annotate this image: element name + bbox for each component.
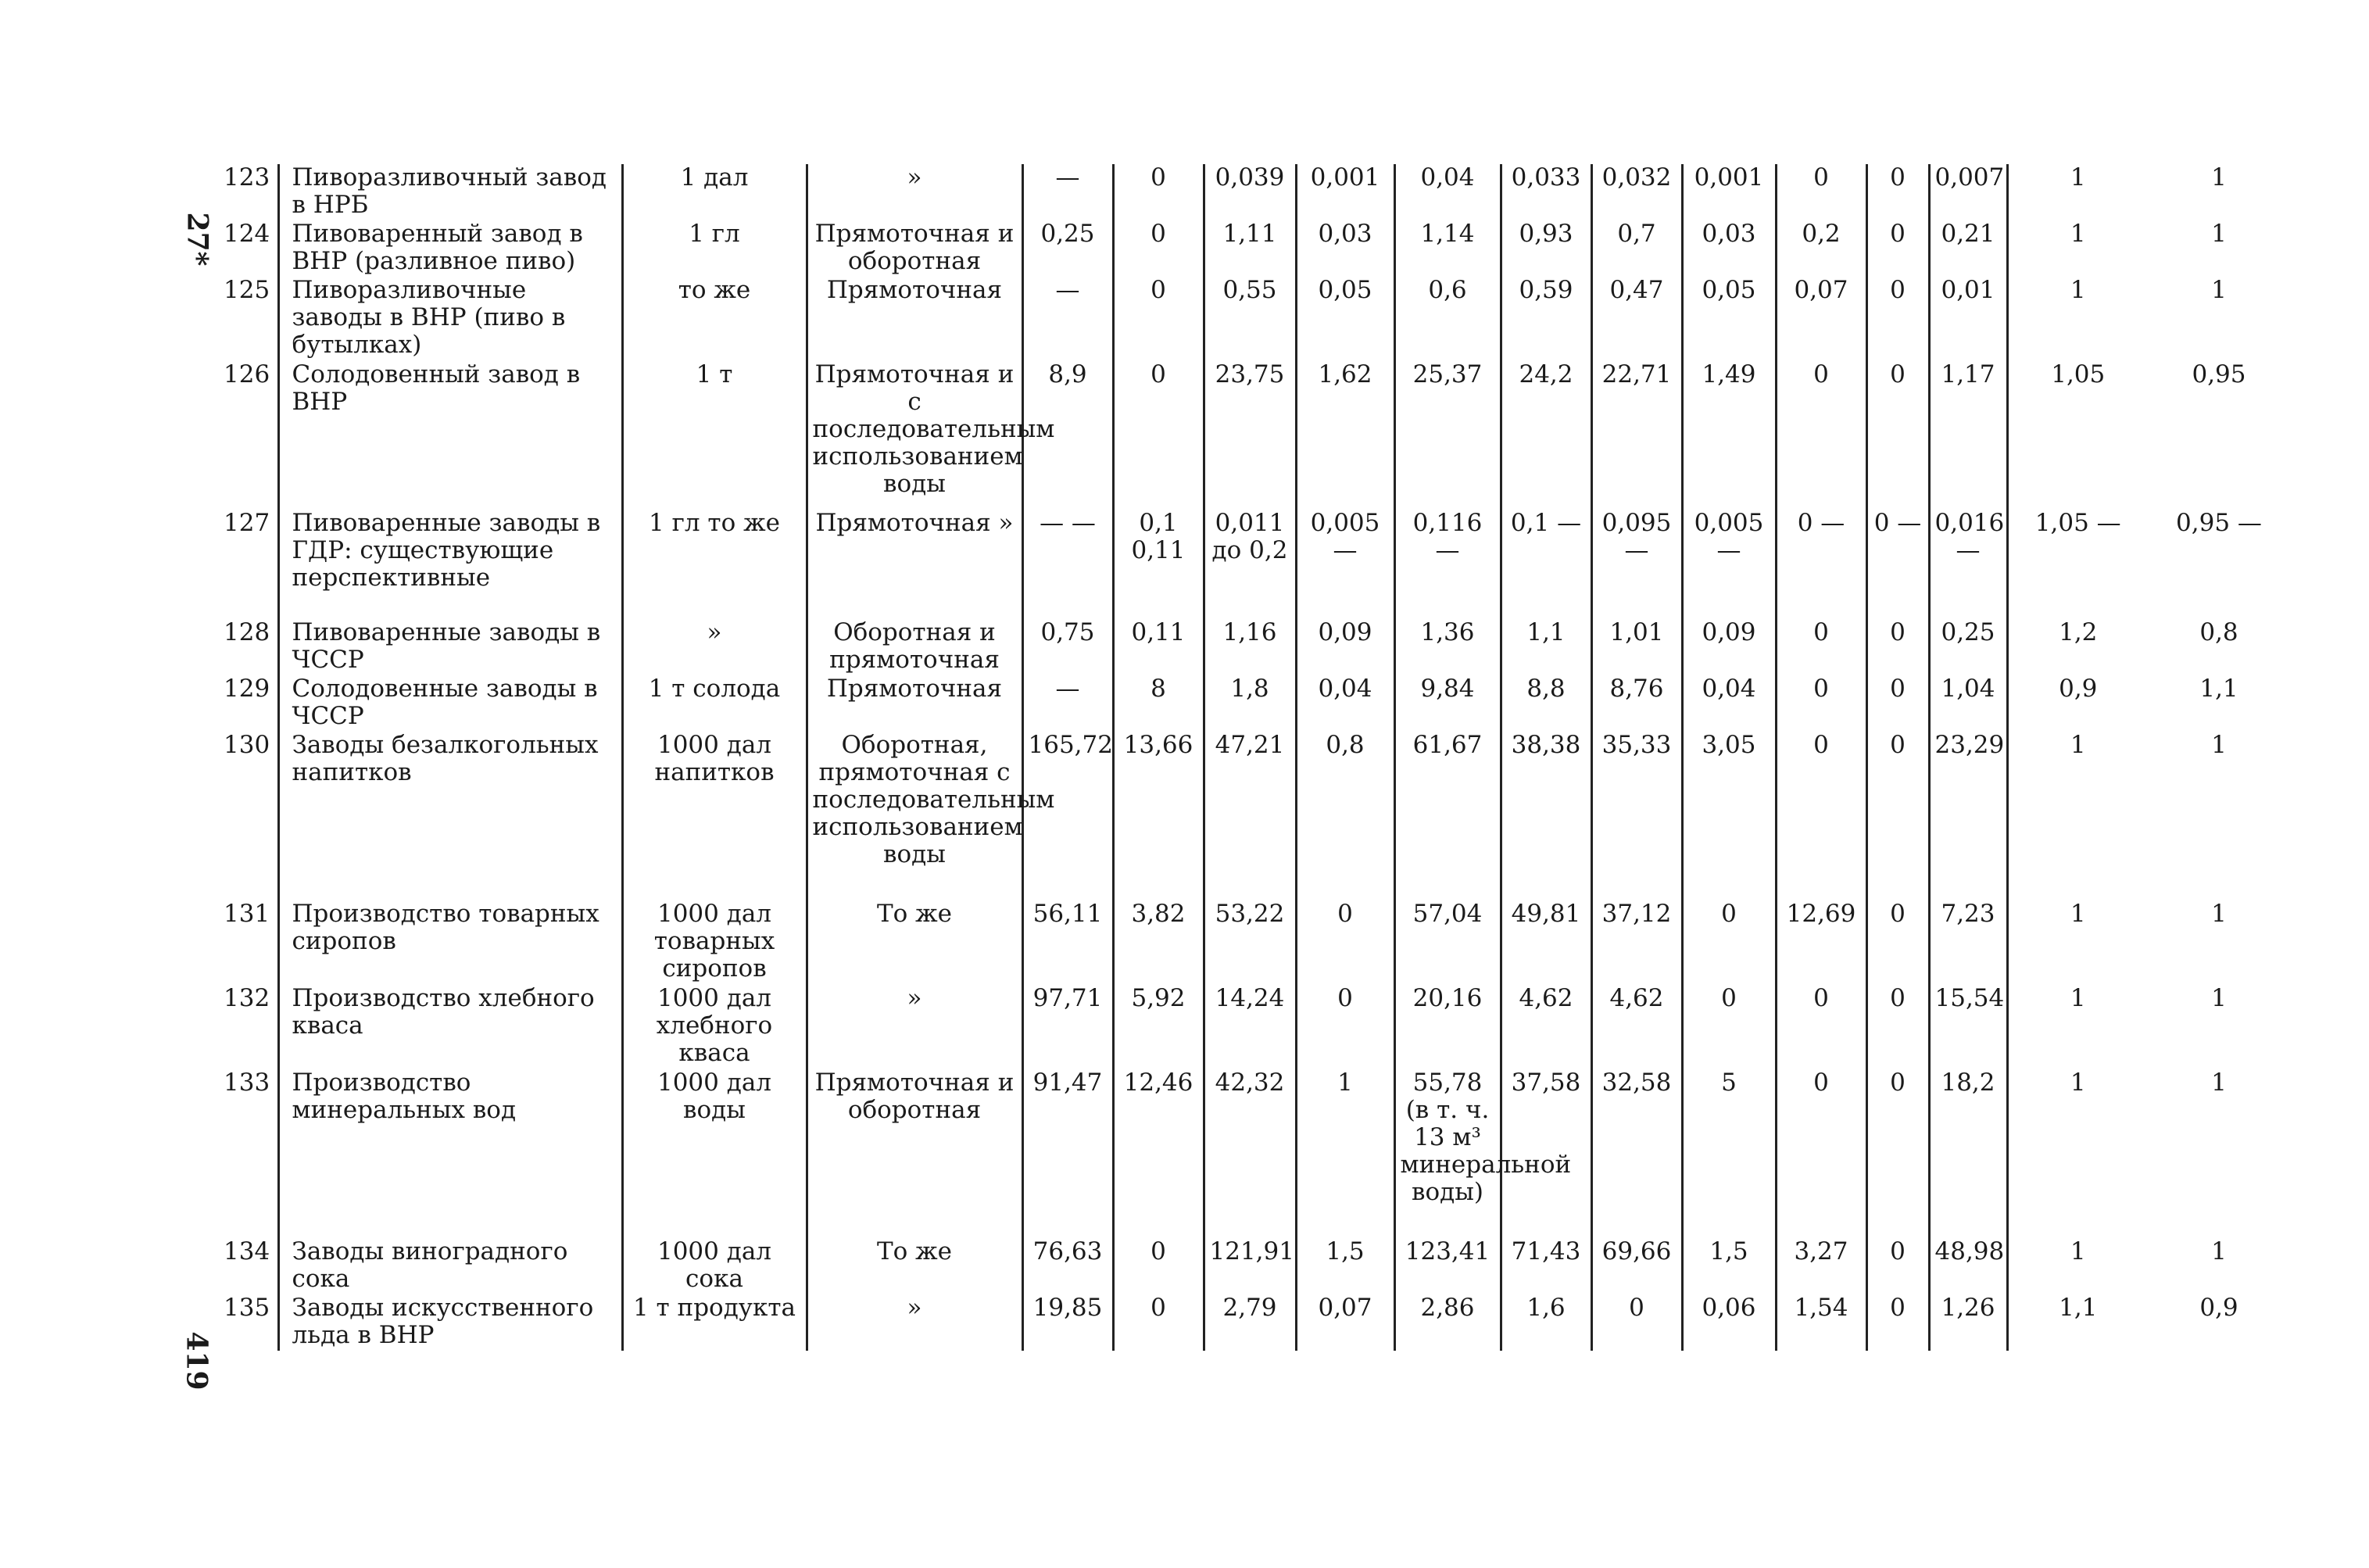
cell-unit: 1 гл	[622, 220, 807, 277]
cell-c4: 1,62	[1296, 361, 1394, 510]
cell-c1: 19,85	[1022, 1294, 1113, 1351]
cell-name: Солодовенные заводы в ЧССР	[278, 675, 622, 732]
table-row	[219, 164, 2290, 220]
cell-c3: 47,21	[1204, 732, 1296, 900]
table-row	[219, 985, 2290, 1069]
cell-c1: 56,11	[1022, 900, 1113, 985]
cell-c3: 1,16	[1204, 619, 1296, 675]
table-row	[219, 1294, 2290, 1351]
cell-num: 123	[224, 163, 270, 192]
cell-c4: 0,05	[1296, 277, 1394, 361]
cell-c4: 0,03	[1296, 220, 1394, 277]
page-number: 419	[180, 1331, 213, 1391]
cell-c11: 7,23	[1929, 900, 2007, 985]
cell-unit: то же	[622, 277, 807, 361]
cell-c13: 1	[2211, 731, 2227, 759]
cell-c5: 55,78 (в т. ч. 13 м³ минеральной воды)	[1394, 1069, 1501, 1238]
cell-c11: 18,2	[1929, 1069, 2007, 1238]
cell-c6: 37,58	[1501, 1069, 1591, 1238]
cell-scheme: »	[807, 985, 1022, 1069]
cell-c6: 1,1	[1501, 619, 1591, 675]
water-consumption-table	[219, 164, 2290, 1351]
cell-name: Пивоваренные заводы в ГДР: существующие перспективные	[278, 510, 622, 619]
cell-c13: 1	[2211, 1069, 2227, 1097]
cell-unit: 1000 дал воды	[622, 1069, 807, 1238]
cell-c6: 4,62	[1501, 985, 1591, 1069]
table-row	[219, 732, 2290, 900]
cell-c10: 0 —	[1866, 510, 1929, 619]
cell-unit: 1 дал	[622, 164, 807, 220]
table-row	[219, 1069, 2290, 1238]
cell-scheme: То же	[807, 900, 1022, 985]
cell-c3: 0,039	[1204, 164, 1296, 220]
cell-c8: 0,05	[1682, 277, 1776, 361]
cell-unit: 1 гл то же	[622, 510, 807, 619]
cell-num: 130	[224, 731, 270, 759]
cell-name: Пивоваренный завод в ВНР (разливное пиво)	[278, 220, 622, 277]
cell-c8: 0	[1682, 900, 1776, 985]
cell-c5: 61,67	[1394, 732, 1501, 900]
cell-c5: 0,6	[1394, 277, 1501, 361]
cell-num: 134	[224, 1237, 270, 1265]
cell-name: Солодовенный завод в ВНР	[278, 361, 622, 510]
cell-scheme: То же	[807, 1238, 1022, 1294]
cell-c8: 3,05	[1682, 732, 1776, 900]
cell-c12: 1	[2007, 277, 2148, 361]
cell-c4: 0,005 —	[1296, 510, 1394, 619]
cell-name: Заводы виноградного сока	[278, 1238, 622, 1294]
cell-c13: 0,9	[2199, 1294, 2238, 1322]
cell-c11: 1,17	[1929, 361, 2007, 510]
cell-c2: 0	[1113, 164, 1204, 220]
cell-num: 125	[224, 276, 270, 304]
cell-c10: 0	[1866, 675, 1929, 732]
cell-c2: 0	[1113, 361, 1204, 510]
cell-c2: 5,92	[1113, 985, 1204, 1069]
cell-unit: 1 т	[622, 361, 807, 510]
cell-c11: 48,98	[1929, 1238, 2007, 1294]
cell-scheme: Оборотная и прямоточная	[807, 619, 1022, 675]
cell-c9: 0	[1776, 675, 1866, 732]
table-row	[219, 361, 2290, 510]
cell-unit: 1000 дал хлебного кваса	[622, 985, 807, 1069]
cell-c12: 1	[2007, 985, 2148, 1069]
cell-scheme: Прямоточная и оборотная	[807, 1069, 1022, 1238]
cell-c8: 0,06	[1682, 1294, 1776, 1351]
cell-c11: 23,29	[1929, 732, 2007, 900]
cell-c5: 25,37	[1394, 361, 1501, 510]
cell-c3: 53,22	[1204, 900, 1296, 985]
cell-c12: 1	[2007, 220, 2148, 277]
cell-c6: 49,81	[1501, 900, 1591, 985]
cell-c12: 1	[2007, 1069, 2148, 1238]
cell-c8: 5	[1682, 1069, 1776, 1238]
cell-c7: 35,33	[1591, 732, 1682, 900]
cell-c5: 1,36	[1394, 619, 1501, 675]
cell-c1: —	[1022, 164, 1113, 220]
cell-c1: 76,63	[1022, 1238, 1113, 1294]
cell-c5: 0,04	[1394, 164, 1501, 220]
cell-c5: 1,14	[1394, 220, 1501, 277]
cell-c9: 0,07	[1776, 277, 1866, 361]
cell-c3: 23,75	[1204, 361, 1296, 510]
table-row	[219, 619, 2290, 675]
cell-c7: 0,47	[1591, 277, 1682, 361]
cell-scheme: »	[807, 1294, 1022, 1351]
cell-c9: 0	[1776, 732, 1866, 900]
cell-c12: 1	[2007, 732, 2148, 900]
cell-c7: 37,12	[1591, 900, 1682, 985]
cell-c4: 0,09	[1296, 619, 1394, 675]
cell-c4: 0,04	[1296, 675, 1394, 732]
cell-c9: 1,54	[1776, 1294, 1866, 1351]
cell-c6: 0,033	[1501, 164, 1591, 220]
cell-scheme: Прямоточная	[807, 277, 1022, 361]
cell-c6: 24,2	[1501, 361, 1591, 510]
cell-c4: 0	[1296, 900, 1394, 985]
cell-c1: 8,9	[1022, 361, 1113, 510]
cell-c9: 3,27	[1776, 1238, 1866, 1294]
cell-name: Заводы безалкогольных напитков	[278, 732, 622, 900]
cell-c7: 0,095 —	[1591, 510, 1682, 619]
cell-unit: 1 т солода	[622, 675, 807, 732]
cell-c6: 0,1 —	[1501, 510, 1591, 619]
cell-c6: 0,93	[1501, 220, 1591, 277]
cell-c8: 0,04	[1682, 675, 1776, 732]
cell-c10: 0	[1866, 900, 1929, 985]
cell-c9: 12,69	[1776, 900, 1866, 985]
cell-c10: 0	[1866, 619, 1929, 675]
cell-c1: 91,47	[1022, 1069, 1113, 1238]
cell-c6: 38,38	[1501, 732, 1591, 900]
cell-c9: 0	[1776, 1069, 1866, 1238]
cell-c7: 4,62	[1591, 985, 1682, 1069]
cell-c5: 57,04	[1394, 900, 1501, 985]
cell-unit: 1 т продукта	[622, 1294, 807, 1351]
table-row	[219, 220, 2290, 277]
cell-c13: 0,8	[2199, 618, 2238, 646]
cell-c7: 0,032	[1591, 164, 1682, 220]
cell-c12: 1	[2007, 900, 2148, 985]
cell-c4: 0	[1296, 985, 1394, 1069]
cell-name: Пивоваренные заводы в ЧССР	[278, 619, 622, 675]
cell-c6: 8,8	[1501, 675, 1591, 732]
cell-c13: 0,95	[2192, 360, 2246, 388]
cell-c12: 1,05 —	[2007, 510, 2148, 619]
cell-c10: 0	[1866, 1294, 1929, 1351]
cell-c3: 1,8	[1204, 675, 1296, 732]
cell-c13: 1,1	[2199, 675, 2238, 703]
cell-scheme: Прямоточная и оборотная	[807, 220, 1022, 277]
cell-name: Производство минеральных вод	[278, 1069, 622, 1238]
table-row	[219, 675, 2290, 732]
cell-scheme: Прямоточная »	[807, 510, 1022, 619]
cell-c8: 0,09	[1682, 619, 1776, 675]
cell-name: Производство товарных сиропов	[278, 900, 622, 985]
cell-c9: 0	[1776, 985, 1866, 1069]
cell-c7: 22,71	[1591, 361, 1682, 510]
cell-c7: 0	[1591, 1294, 1682, 1351]
cell-scheme: Прямоточная	[807, 675, 1022, 732]
cell-c7: 32,58	[1591, 1069, 1682, 1238]
cell-c4: 0,001	[1296, 164, 1394, 220]
cell-c2: 0	[1113, 277, 1204, 361]
cell-c11: 1,26	[1929, 1294, 2007, 1351]
cell-c10: 0	[1866, 1069, 1929, 1238]
table-row	[219, 900, 2290, 985]
cell-num: 126	[224, 360, 270, 388]
cell-c3: 42,32	[1204, 1069, 1296, 1238]
cell-c13: 1	[2211, 984, 2227, 1012]
cell-scheme: Прямоточная и с последовательным использованием воды	[807, 361, 1022, 510]
cell-unit: 1000 дал напитков	[622, 732, 807, 900]
cell-c3: 14,24	[1204, 985, 1296, 1069]
cell-c11: 1,04	[1929, 675, 2007, 732]
cell-scheme: Оборотная, прямоточная с последовательным использованием воды	[807, 732, 1022, 900]
cell-c10: 0	[1866, 361, 1929, 510]
cell-c7: 0,7	[1591, 220, 1682, 277]
cell-c7: 1,01	[1591, 619, 1682, 675]
cell-c6: 1,6	[1501, 1294, 1591, 1351]
cell-num: 135	[224, 1294, 270, 1322]
cell-c5: 123,41	[1394, 1238, 1501, 1294]
cell-c1: —	[1022, 675, 1113, 732]
cell-c10: 0	[1866, 220, 1929, 277]
cell-c7: 69,66	[1591, 1238, 1682, 1294]
cell-c2: 13,66	[1113, 732, 1204, 900]
cell-num: 133	[224, 1069, 270, 1097]
cell-c5: 0,116 —	[1394, 510, 1501, 619]
cell-name: Производство хлебного кваса	[278, 985, 622, 1069]
cell-c8: 0,03	[1682, 220, 1776, 277]
cell-c1: 165,72	[1022, 732, 1113, 900]
cell-c12: 1,05	[2007, 361, 2148, 510]
cell-c9: 0 —	[1776, 510, 1866, 619]
cell-c10: 0	[1866, 164, 1929, 220]
cell-c12: 0,9	[2007, 675, 2148, 732]
cell-c12: 1,1	[2007, 1294, 2148, 1351]
cell-num: 129	[224, 675, 270, 703]
cell-c8: 0,001	[1682, 164, 1776, 220]
cell-c4: 1	[1296, 1069, 1394, 1238]
cell-c2: 0	[1113, 1294, 1204, 1351]
cell-c11: 15,54	[1929, 985, 2007, 1069]
cell-num: 132	[224, 984, 270, 1012]
cell-c12: 1	[2007, 164, 2148, 220]
cell-c10: 0	[1866, 1238, 1929, 1294]
cell-c3: 121,91	[1204, 1238, 1296, 1294]
cell-num: 131	[224, 900, 270, 928]
cell-c11: 0,016 —	[1929, 510, 2007, 619]
cell-c3: 0,011 до 0,2	[1204, 510, 1296, 619]
cell-c1: —	[1022, 277, 1113, 361]
cell-c5: 2,86	[1394, 1294, 1501, 1351]
cell-c5: 20,16	[1394, 985, 1501, 1069]
cell-c8: 0,005 —	[1682, 510, 1776, 619]
cell-c11: 0,01	[1929, 277, 2007, 361]
cell-c3: 0,55	[1204, 277, 1296, 361]
cell-c6: 71,43	[1501, 1238, 1591, 1294]
cell-c8: 0	[1682, 985, 1776, 1069]
cell-name: Заводы искусственного льда в ВНР	[278, 1294, 622, 1351]
cell-c2: 0	[1113, 220, 1204, 277]
cell-c2: 3,82	[1113, 900, 1204, 985]
cell-c10: 0	[1866, 985, 1929, 1069]
cell-c1: 0,25	[1022, 220, 1113, 277]
cell-scheme: »	[807, 164, 1022, 220]
cell-c12: 1,2	[2007, 619, 2148, 675]
cell-c3: 2,79	[1204, 1294, 1296, 1351]
table-row	[219, 510, 2290, 619]
cell-c4: 1,5	[1296, 1238, 1394, 1294]
cell-c2: 8	[1113, 675, 1204, 732]
cell-c3: 1,11	[1204, 220, 1296, 277]
cell-c9: 0	[1776, 164, 1866, 220]
cell-name: Пиворазливочные заводы в ВНР (пиво в бутылках)	[278, 277, 622, 361]
cell-c5: 9,84	[1394, 675, 1501, 732]
cell-c4: 0,07	[1296, 1294, 1394, 1351]
cell-c9: 0	[1776, 619, 1866, 675]
cell-c2: 12,46	[1113, 1069, 1204, 1238]
side-section-label: 27*	[181, 212, 214, 267]
cell-c8: 1,49	[1682, 361, 1776, 510]
cell-c13: 1	[2211, 163, 2227, 192]
cell-c11: 0,007	[1929, 164, 2007, 220]
cell-c11: 0,21	[1929, 220, 2007, 277]
cell-c13: 1	[2211, 900, 2227, 928]
cell-c2: 0,11	[1113, 619, 1204, 675]
cell-c13: 1	[2211, 276, 2227, 304]
cell-c1: 97,71	[1022, 985, 1113, 1069]
cell-unit: 1000 дал товарных сиропов	[622, 900, 807, 985]
cell-c8: 1,5	[1682, 1238, 1776, 1294]
cell-unit: »	[622, 619, 807, 675]
cell-c10: 0	[1866, 732, 1929, 900]
cell-name: Пиворазливочный завод в НРБ	[278, 164, 622, 220]
cell-c12: 1	[2007, 1238, 2148, 1294]
cell-c13: 1	[2211, 220, 2227, 248]
cell-c2: 0,1 0,11	[1113, 510, 1204, 619]
cell-c10: 0	[1866, 277, 1929, 361]
cell-c7: 8,76	[1591, 675, 1682, 732]
cell-c1: 0,75	[1022, 619, 1113, 675]
table-row	[219, 277, 2290, 361]
cell-c4: 0,8	[1296, 732, 1394, 900]
cell-c6: 0,59	[1501, 277, 1591, 361]
cell-c1: — —	[1022, 510, 1113, 619]
cell-c2: 0	[1113, 1238, 1204, 1294]
cell-c13: 0,95 —	[2176, 509, 2262, 537]
cell-num: 124	[224, 220, 270, 248]
cell-c9: 0,2	[1776, 220, 1866, 277]
table-row	[219, 1238, 2290, 1294]
cell-num: 128	[224, 618, 270, 646]
cell-c9: 0	[1776, 361, 1866, 510]
cell-c13: 1	[2211, 1237, 2227, 1265]
cell-unit: 1000 дал сока	[622, 1238, 807, 1294]
cell-num: 127	[224, 509, 270, 537]
cell-c11: 0,25	[1929, 619, 2007, 675]
